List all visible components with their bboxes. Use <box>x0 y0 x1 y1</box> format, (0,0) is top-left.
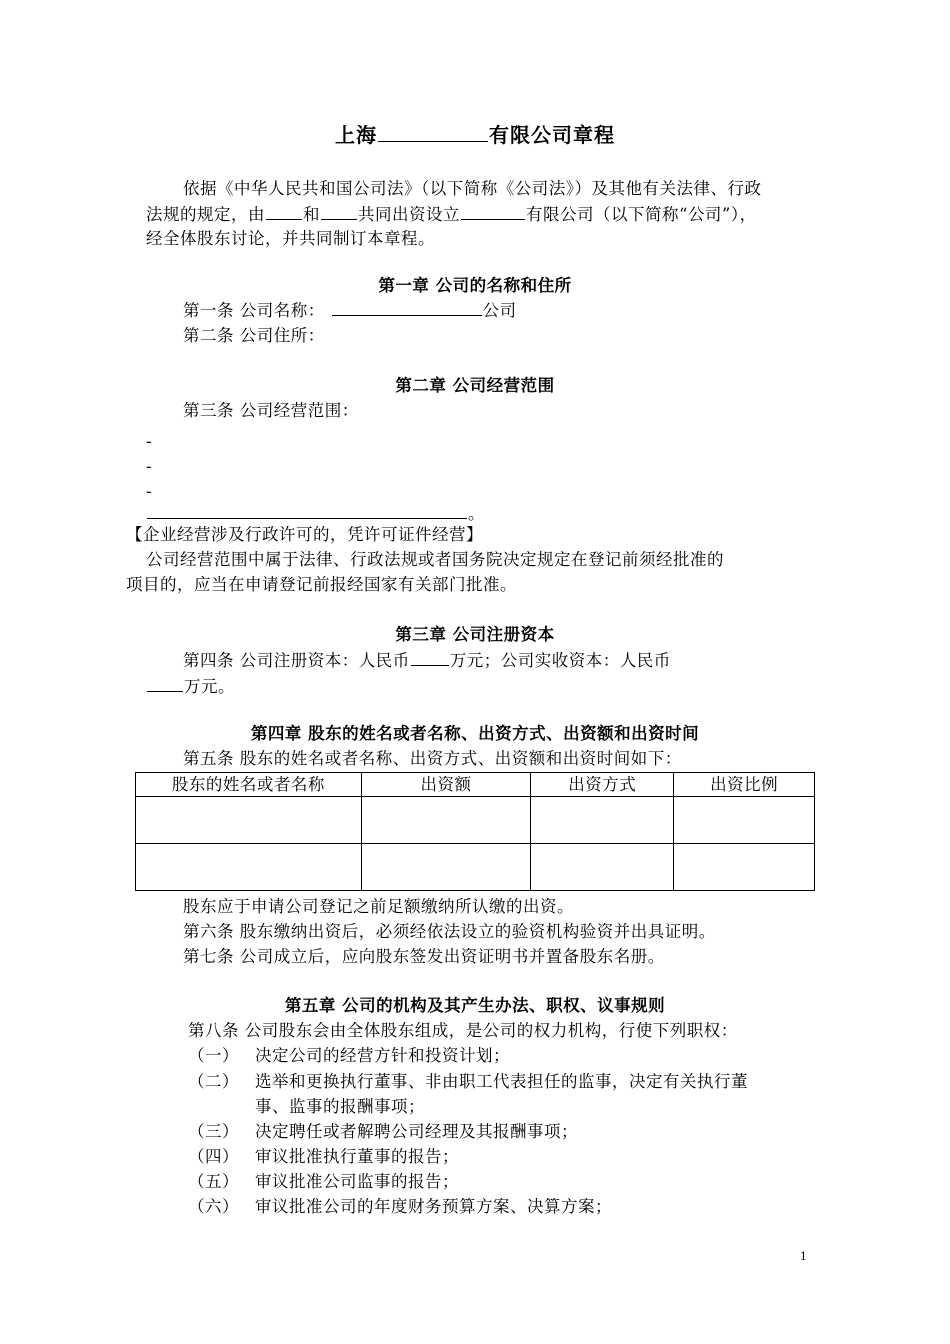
chapter-5-heading: 第五章 公司的机构及其产生办法、职权、议事规则 <box>284 996 666 1015</box>
scope-paragraph-line-2: 项目的，应当在申请登记前报经国家有关部门批准。 <box>126 575 517 594</box>
shareholder-table <box>135 772 815 891</box>
chapter-1-heading: 第一章 公司的名称和住所 <box>378 276 572 295</box>
document-title: 上海 有限公司章程 <box>335 123 615 147</box>
list-item: （四） <box>188 1147 239 1166</box>
article-3: 第三条 公司经营范围： <box>183 401 359 420</box>
scope-item-2: - <box>146 457 153 476</box>
table-cell <box>136 797 362 844</box>
article-4-cont: 万元。 <box>146 675 235 698</box>
table-cell <box>531 797 674 844</box>
chapter-4-heading: 第四章 股东的姓名或者名称、出资方式、出资额和出资时间 <box>250 724 700 743</box>
table-cell <box>361 797 531 844</box>
list-item: （五） <box>188 1172 239 1191</box>
article-5: 第五条 股东的姓名或者名称、出资方式、出资额和出资时间如下： <box>183 749 682 768</box>
paid-capital-blank <box>147 675 183 692</box>
header-shareholder-name: 股东的姓名或者名称 <box>136 773 362 797</box>
list-item-text: 审议批准公司的年度财务预算方案、决算方案； <box>255 1197 612 1216</box>
table-cell <box>674 797 815 844</box>
table-cell <box>531 844 674 891</box>
contribution-note: 股东应于申请公司登记之前足额缴纳所认缴的出资。 <box>183 897 574 916</box>
article-6: 第六条 股东缴纳出资后，必须经依法设立的验资机构验资并出具证明。 <box>183 922 716 941</box>
header-contribution-amount: 出资额 <box>361 773 531 797</box>
scope-item-3: - <box>146 482 153 501</box>
table-header-row <box>136 773 815 797</box>
article-7: 第七条 公司成立后，应向股东签发出资证明书并置备股东名册。 <box>183 947 665 966</box>
table-cell <box>361 844 531 891</box>
table-cell <box>674 844 815 891</box>
scope-blank <box>147 502 467 519</box>
header-contribution-ratio: 出资比例 <box>674 773 815 797</box>
shareholder-a-blank <box>266 203 302 220</box>
company-name-field <box>332 299 482 316</box>
article-4: 第四条 公司注册资本：人民币 万元；公司实收资本：人民币 <box>183 651 671 670</box>
list-item-text: 决定公司的经营方针和投资计划； <box>255 1046 510 1065</box>
list-item-text: 选举和更换执行董事、非由职工代表担任的监事，决定有关执行董 <box>255 1072 748 1091</box>
scope-blank-line: 。 <box>146 502 485 525</box>
table-cell <box>136 844 362 891</box>
company-blank <box>461 203 525 220</box>
list-item: （六） <box>188 1197 239 1216</box>
header-contribution-method: 出资方式 <box>531 773 674 797</box>
scope-paragraph-line-1: 公司经营范围中属于法律、行政法规或者国务院决定规定在登记前须经批准的 <box>146 550 724 569</box>
company-name-blank <box>378 125 488 142</box>
chapter-2-heading: 第二章 公司经营范围 <box>395 376 555 395</box>
page-number: 1 <box>800 1248 807 1263</box>
list-item-text: 决定聘任或者解聘公司经理及其报酬事项； <box>255 1122 578 1141</box>
preamble-line-1: 依据《中华人民共和国公司法》（以下简称《公司法》）及其他有关法律、行政 <box>183 179 762 198</box>
article-1: 第一条 公司名称： 公司 <box>183 301 517 320</box>
article-8: 第八条 公司股东会由全体股东组成，是公司的权力机构，行使下列职权： <box>188 1021 738 1040</box>
chapter-3-heading: 第三章 公司注册资本 <box>395 625 555 644</box>
list-item: （二） <box>188 1072 239 1091</box>
list-item-text: 审议批准执行董事的报告； <box>255 1147 459 1166</box>
registered-capital-blank <box>411 649 449 666</box>
list-item: （三） <box>188 1122 239 1141</box>
list-item: （一） <box>188 1046 239 1065</box>
table-row <box>136 797 815 844</box>
list-item-text: 事、监事的报酬事项； <box>255 1097 425 1116</box>
license-note: 【企业经营涉及行政许可的，凭许可证件经营】 <box>126 525 483 544</box>
scope-item-1: - <box>146 432 153 451</box>
table-row <box>136 844 815 891</box>
preamble-line-3: 经全体股东讨论，并共同制订本章程。 <box>146 229 435 248</box>
preamble-line-2: 法规的规定，由 和 共同出资设立 有限公司（以下简称“公司”）， <box>146 205 757 224</box>
article-2: 第二条 公司住所： <box>183 326 325 345</box>
list-item-text: 审议批准公司监事的报告； <box>255 1172 459 1191</box>
shareholder-b-blank <box>321 203 357 220</box>
